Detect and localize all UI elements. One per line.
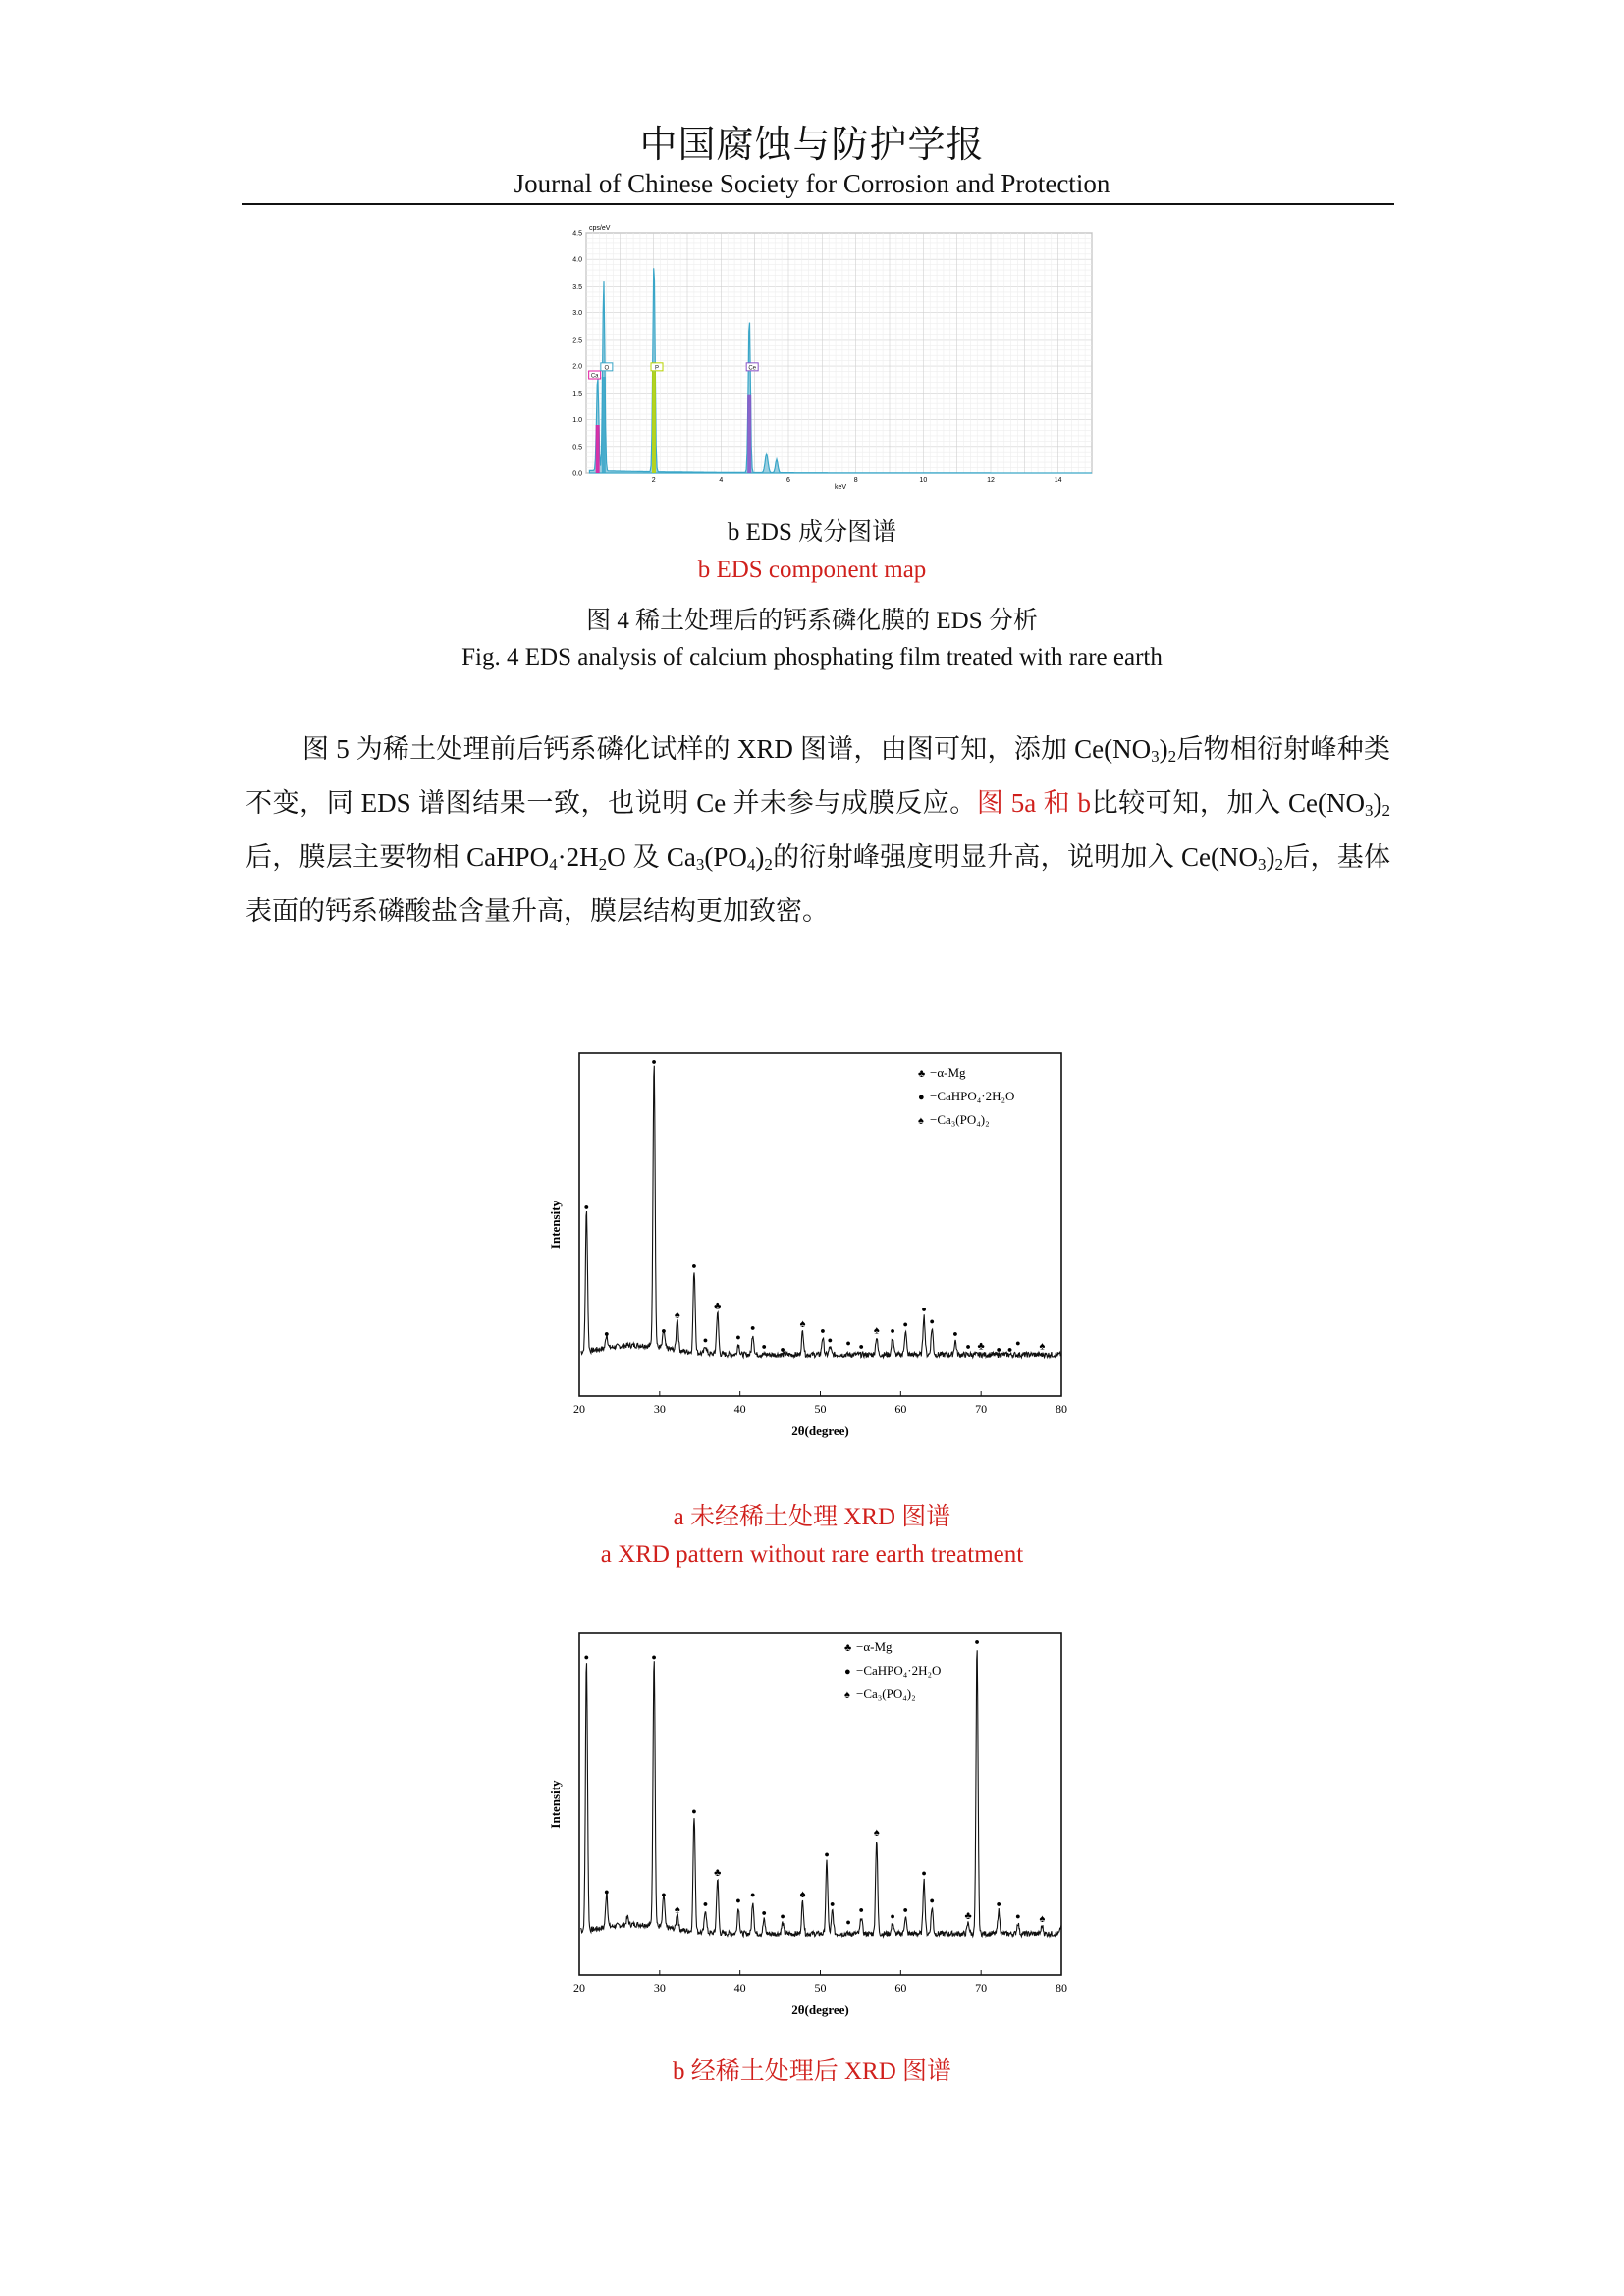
xrd-xtick-label: 20 bbox=[573, 1981, 585, 1995]
xrd-peak-marker: ♠ bbox=[873, 1324, 880, 1337]
xrd-peak-marker: ● bbox=[921, 1304, 927, 1314]
xrd-peak-marker: ● bbox=[1015, 1910, 1021, 1921]
xrd-chart-b bbox=[530, 1628, 1080, 2032]
xrd-peak-marker: ● bbox=[820, 1325, 826, 1336]
xrd-chart-a bbox=[530, 1041, 1080, 1463]
eds-element-label: Ca bbox=[590, 373, 599, 380]
xrd-peak-marker: ♣ bbox=[977, 1340, 985, 1353]
xrd-peak-marker: ● bbox=[996, 1344, 1001, 1355]
xrd-legend-symbol: ● bbox=[844, 1666, 851, 1678]
xrd-xtick-label: 80 bbox=[1056, 1981, 1067, 1995]
xrd-peak-marker: ● bbox=[780, 1910, 785, 1921]
xrd-peak-marker: ♠ bbox=[1039, 1340, 1046, 1353]
xrd-peak-marker: ● bbox=[761, 1907, 767, 1918]
xrd-peak-marker: ● bbox=[780, 1344, 785, 1355]
figure-reference-link[interactable]: 图 5a 和 b bbox=[976, 788, 1091, 818]
eds-xtick-label: 8 bbox=[853, 477, 858, 484]
eds-ytick-label: 3.0 bbox=[572, 310, 582, 318]
eds-ytick-label: 0.5 bbox=[572, 444, 582, 452]
xrd-xtick-label: 60 bbox=[894, 1402, 907, 1415]
xrd-peak-marker: ♠ bbox=[1039, 1913, 1046, 1926]
xrd-xtick-label: 70 bbox=[975, 1981, 988, 1995]
fig4-caption-en: Fig. 4 EDS analysis of calcium phosphating film treated with rare earth bbox=[461, 644, 1163, 670]
xrd-peak-marker: ● bbox=[661, 1325, 667, 1336]
header-rule bbox=[242, 203, 1394, 205]
eds-peak-ce bbox=[747, 395, 751, 473]
xrd-legend-symbol: ● bbox=[918, 1092, 925, 1103]
xrd-xtick-label: 30 bbox=[653, 1402, 666, 1415]
eds-xlabel: keV bbox=[835, 484, 847, 491]
xrd-xlabel: 2θ(degree) bbox=[791, 1423, 849, 1438]
eds-element-label: O bbox=[604, 365, 610, 372]
xrd-peak-marker: ● bbox=[750, 1889, 756, 1899]
xrd-peak-marker: ● bbox=[830, 1898, 836, 1909]
eds-spectrum-chart bbox=[550, 218, 1100, 497]
xrd-peak-marker: ● bbox=[858, 1341, 864, 1352]
fig4b-caption-cn: b EDS 成分图谱 bbox=[727, 519, 897, 546]
journal-title-en: Journal of Chinese Society for Corrosion and Protection bbox=[514, 169, 1110, 198]
xrd-peak-marker: ● bbox=[702, 1334, 709, 1345]
xrd-peak-marker: ● bbox=[902, 1904, 908, 1915]
xrd-peak-marker: ♠ bbox=[873, 1827, 880, 1840]
xrd-peak-marker: ● bbox=[583, 1652, 590, 1663]
xrd-peak-marker: ♣ bbox=[714, 1866, 722, 1879]
eds-ytick-label: 0.0 bbox=[572, 470, 582, 478]
xrd-peak-marker: ● bbox=[902, 1319, 908, 1330]
xrd-trace bbox=[581, 1650, 1061, 1936]
xrd-legend-label: −CaHPO₄·2H₂O bbox=[856, 1663, 942, 1678]
xrd-peak-marker: ♣ bbox=[714, 1300, 722, 1312]
xrd-legend-symbol: ♣ bbox=[844, 1642, 852, 1654]
xrd-peak-marker: ● bbox=[735, 1331, 741, 1342]
fig5b-caption-cn: b 经稀土处理后 XRD 图谱 bbox=[672, 2058, 952, 2085]
xrd-legend-symbol: ♠ bbox=[844, 1689, 850, 1701]
xrd-peak-marker: ● bbox=[761, 1341, 767, 1352]
xrd-ylabel: Intensity bbox=[548, 1200, 563, 1250]
eds-ytick-label: 4.0 bbox=[572, 256, 582, 264]
journal-title-cn: 中国腐蚀与防护学报 bbox=[639, 125, 985, 166]
xrd-legend-symbol: ♠ bbox=[918, 1115, 924, 1127]
eds-peak-ca bbox=[596, 425, 600, 473]
xrd-peak-marker: ● bbox=[691, 1806, 697, 1817]
xrd-peak-marker: ● bbox=[827, 1334, 834, 1345]
xrd-peak-marker: ● bbox=[952, 1328, 958, 1339]
xrd-peak-marker: ♠ bbox=[799, 1888, 806, 1900]
xrd-xtick-label: 80 bbox=[1056, 1402, 1067, 1415]
xrd-peak-marker: ♣ bbox=[964, 1909, 972, 1922]
xrd-legend-label: −CaHPO₄·2H₂O bbox=[930, 1089, 1015, 1103]
xrd-xtick-label: 50 bbox=[814, 1981, 827, 1995]
xrd-peak-marker: ● bbox=[651, 1056, 657, 1067]
xrd-xtick-label: 30 bbox=[653, 1981, 666, 1995]
xrd-peak-marker: ● bbox=[974, 1636, 980, 1647]
xrd-xtick-label: 40 bbox=[733, 1402, 746, 1415]
xrd-peak-marker: ● bbox=[735, 1896, 741, 1906]
fig4b-caption-en: b EDS component map bbox=[697, 557, 927, 583]
xrd-peak-marker: ● bbox=[750, 1322, 756, 1333]
xrd-ylabel: Intensity bbox=[548, 1780, 563, 1829]
xrd-xtick-label: 20 bbox=[573, 1402, 585, 1415]
xrd-peak-marker: ♠ bbox=[674, 1308, 680, 1321]
xrd-peak-marker: ● bbox=[651, 1652, 657, 1663]
xrd-peak-marker: ● bbox=[691, 1260, 697, 1271]
xrd-xtick-label: 50 bbox=[814, 1402, 827, 1415]
xrd-plot-frame bbox=[579, 1053, 1061, 1396]
xrd-peak-marker: ● bbox=[965, 1341, 971, 1352]
xrd-peak-marker: ● bbox=[702, 1898, 709, 1909]
xrd-trace bbox=[581, 1066, 1061, 1358]
xrd-peak-marker: ● bbox=[1006, 1344, 1013, 1355]
xrd-peak-marker: ● bbox=[1015, 1338, 1021, 1349]
eds-ytick-label: 2.5 bbox=[572, 337, 582, 345]
xrd-legend-label: −Ca₃(PO₄)₂ bbox=[856, 1686, 916, 1701]
fig5a-caption-en: a XRD pattern without rare earth treatment bbox=[600, 1541, 1024, 1568]
xrd-peak-marker: ● bbox=[604, 1328, 610, 1339]
xrd-peak-marker: ● bbox=[858, 1904, 864, 1915]
xrd-legend-label: −α-Mg bbox=[930, 1065, 966, 1080]
eds-xtick-label: 6 bbox=[786, 477, 790, 484]
eds-peak-o bbox=[602, 377, 606, 473]
eds-xtick-label: 4 bbox=[719, 477, 724, 484]
eds-element-label: Ce bbox=[748, 365, 757, 372]
xrd-peak-marker: ● bbox=[929, 1896, 935, 1906]
xrd-peak-marker: ● bbox=[604, 1886, 610, 1896]
xrd-peak-marker: ● bbox=[921, 1867, 927, 1878]
xrd-peak-marker: ♠ bbox=[799, 1318, 806, 1331]
xrd-xtick-label: 40 bbox=[733, 1981, 746, 1995]
xrd-peak-marker: ● bbox=[890, 1325, 895, 1336]
xrd-peak-marker: ● bbox=[824, 1849, 830, 1860]
eds-ytick-label: 1.0 bbox=[572, 417, 582, 425]
eds-ytick-label: 1.5 bbox=[572, 390, 582, 398]
xrd-xtick-label: 70 bbox=[975, 1402, 988, 1415]
xrd-peak-marker: ♠ bbox=[674, 1903, 680, 1916]
xrd-peak-marker: ● bbox=[661, 1889, 667, 1899]
eds-peak-p bbox=[652, 372, 656, 473]
eds-ylabel: cps/eV bbox=[589, 225, 611, 232]
xrd-xtick-label: 60 bbox=[894, 1981, 907, 1995]
eds-ytick-label: 2.0 bbox=[572, 363, 582, 371]
eds-ytick-label: 3.5 bbox=[572, 283, 582, 291]
body-paragraph: 图 5 为稀土处理前后钙系磷化试样的 XRD 图谱，由图可知，添加 $Ce(NO_3)_2$后物相衍射峰种类不变，同 EDS 谱图结果一致，也说明 Ce 并未参与成膜反应。图 5a 和 b比较可知，加入 $Ce(NO_3)_2$后，膜层主要物相 $CaHPO_4\cdot 2H_2O$ 及 $Ca_3(PO_4)_2$的衍射峰强度明显升高，说明加入 $Ce(NO_3)_2$后，基体表面的钙系磷酸盐含量升高，膜层结构更加致密。 bbox=[245, 734, 1391, 926]
xrd-plot-frame bbox=[579, 1633, 1061, 1975]
xrd-legend-label: −α-Mg bbox=[856, 1639, 893, 1654]
xrd-peak-marker: ● bbox=[890, 1910, 895, 1921]
fig4-caption-cn: 图 4 稀土处理后的钙系磷化膜的 EDS 分析 bbox=[586, 608, 1038, 634]
eds-element-label: P bbox=[655, 365, 660, 372]
xrd-peak-marker: ● bbox=[845, 1338, 851, 1349]
xrd-peak-marker: ● bbox=[845, 1917, 851, 1928]
xrd-xlabel: 2θ(degree) bbox=[791, 2002, 849, 2017]
eds-xtick-label: 12 bbox=[987, 477, 995, 484]
fig5a-caption-cn: a 未经稀土处理 XRD 图谱 bbox=[673, 1504, 951, 1530]
eds-xtick-label: 2 bbox=[651, 477, 656, 484]
xrd-peak-marker: ● bbox=[583, 1201, 590, 1212]
xrd-peak-marker: ● bbox=[996, 1898, 1001, 1909]
eds-xtick-label: 14 bbox=[1054, 477, 1062, 484]
eds-xtick-label: 10 bbox=[919, 477, 928, 484]
eds-ytick-label: 4.5 bbox=[572, 230, 582, 238]
xrd-legend-label: −Ca₃(PO₄)₂ bbox=[930, 1112, 990, 1127]
xrd-peak-marker: ● bbox=[929, 1316, 935, 1327]
xrd-legend-symbol: ♣ bbox=[918, 1068, 926, 1080]
